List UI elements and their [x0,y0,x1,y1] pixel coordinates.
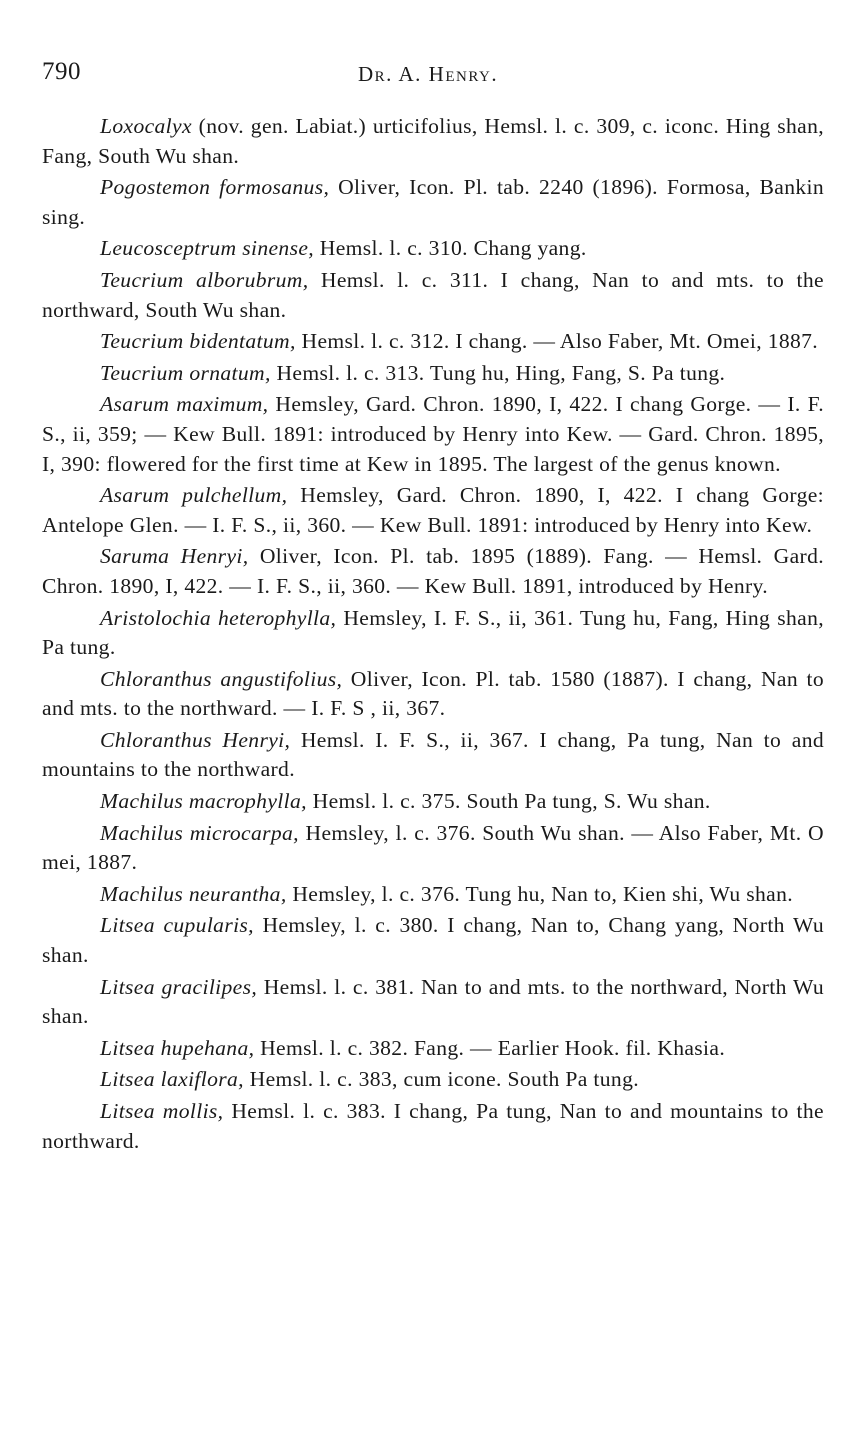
species-name: Litsea laxiflora, [100,1067,244,1092]
species-entry [42,266,824,325]
species-details: Hemsley, I. F. S., ii, 361. Tung hu, Fang, Hing shan, Pa tung. [42,605,824,660]
species-entry [42,481,824,540]
species-details: Hemsl. l. c. 313. Tung hu, Hing, Fang, S. Pa tung. [270,360,726,385]
species-details: Oliver, Icon. Pl. tab. 1895 (1889). Fang. — Hemsl. Gard. Chron. 1890, I, 422. — I. F. S., ii, 360. — Kew Bull. 1891, introduced by Henry. [42,544,824,598]
species-name: Teucrium ornatum, [100,360,271,385]
species-details: Hemsley, Gard. Chron. 1890, I, 422. I chang Gorge: Antelope Glen. — I. F. S., ii, 360. — Kew Bull. 1891: introduced by Henry into Kew. [42,483,824,537]
species-entry [42,1034,824,1064]
species-entry [42,390,824,479]
species-details: Hemsl. l. c. 383. I chang, Pa tung, Nan to and mountains to the northward. [42,1099,824,1153]
species-name: Machilus macrophylla, [100,789,307,814]
species-details: Hemsl. I. F. S., ii, 367. I chang, Pa tung, Nan to and mountains to the northward. [42,727,824,782]
species-entry [42,234,824,264]
species-name: Teucrium alborubrum, [100,267,309,292]
species-entry [42,726,824,785]
species-name: Litsea mollis, [100,1099,224,1123]
species-details: Hemsley, l. c. 380. I chang, Nan to, Chang yang, North Wu shan. [42,913,824,968]
species-name: Loxocalyx [100,114,192,138]
species-name: Chloranthus angustifolius, [100,666,343,691]
species-name: Chloranthus Henryi, [100,727,291,752]
species-entry [42,911,824,970]
species-name: Machilus neurantha, [100,881,287,906]
species-entry [42,880,824,910]
species-entry [42,819,824,878]
species-entry [42,542,824,601]
page-number: 790 [42,58,81,85]
species-name: Litsea gracilipes, [100,974,258,999]
species-details: Hemsl. l. c. 375. South Pa tung, S. Wu shan. [306,789,711,814]
species-name: Asarum maximum, [100,392,269,417]
species-details: Hemsl. l. c. 383, cum icone. South Pa tung. [243,1067,639,1092]
running-head: Dr. A. Henry. [358,62,499,86]
species-details: Oliver, Icon. Pl. tab. 1580 (1887). I chang, Nan to and mts. to the northward. — I. F. S , ii, 367. [42,666,824,721]
species-details: Hemsl. l. c. 312. I chang. — Also Faber, Mt. Omei, 1887. [295,329,819,354]
species-details: Hemsl. l. c. 381. Nan to and mts. to the northward, North Wu shan. [42,974,824,1029]
species-details: Hemsley, Gard. Chron. 1890, I, 422. I chang Gorge. — I. F. S., ii, 359; — Kew Bull. 1891: introduced by Henry into Kew. — Gard. Chron. 1895, I, 390: flowered for the first time at Kew in 1895. The largest of the genus known. [42,392,824,476]
species-name: Asarum pulchellum, [100,483,288,508]
species-name: Machilus microcarpa, [100,820,299,845]
species-entry [42,973,824,1032]
species-entry [42,327,824,357]
species-name: Litsea hupehana, [100,1035,255,1060]
species-entry [42,787,824,817]
species-entry [42,604,824,663]
species-name: Saruma Henryi, [100,544,249,569]
page-body [42,112,824,1158]
species-details: Hemsley, l. c. 376. Tung hu, Nan to, Kien shi, Wu shan. [286,881,793,906]
species-entry [42,359,824,389]
species-name: Aristolochia heterophylla, [100,605,337,630]
species-name: Litsea cupularis, [100,913,254,938]
species-entry [42,112,824,171]
species-name: Leucosceptrum sinense, [100,236,315,261]
species-details: Hemsl. l. c. 311. I chang, Nan to and mts. to the northward, South Wu shan. [42,267,824,322]
species-details: (nov. gen. Labiat.) urticifolius, Hemsl. l. c. 309, c. iconc. Hing shan, Fang, South Wu shan. [42,114,824,168]
species-details: Hemsl. l. c. 382. Fang. — Earlier Hook. fil. Khasia. [254,1035,726,1060]
page-header [42,58,822,92]
species-entry [42,665,824,724]
species-entry [42,173,824,232]
species-entry [42,1065,824,1095]
species-details: Hemsl. l. c. 310. Chang yang. [314,236,587,261]
species-entry [42,1097,824,1156]
species-name: Pogostemon formosanus, [100,175,330,200]
species-details: Hemsley, l. c. 376. South Wu shan. — Also Faber, Mt. O mei, 1887. [42,820,824,875]
species-name: Teucrium bidentatum, [100,329,296,354]
species-details: Oliver, Icon. Pl. tab. 2240 (1896). Formosa, Bankin sing. [42,175,824,229]
